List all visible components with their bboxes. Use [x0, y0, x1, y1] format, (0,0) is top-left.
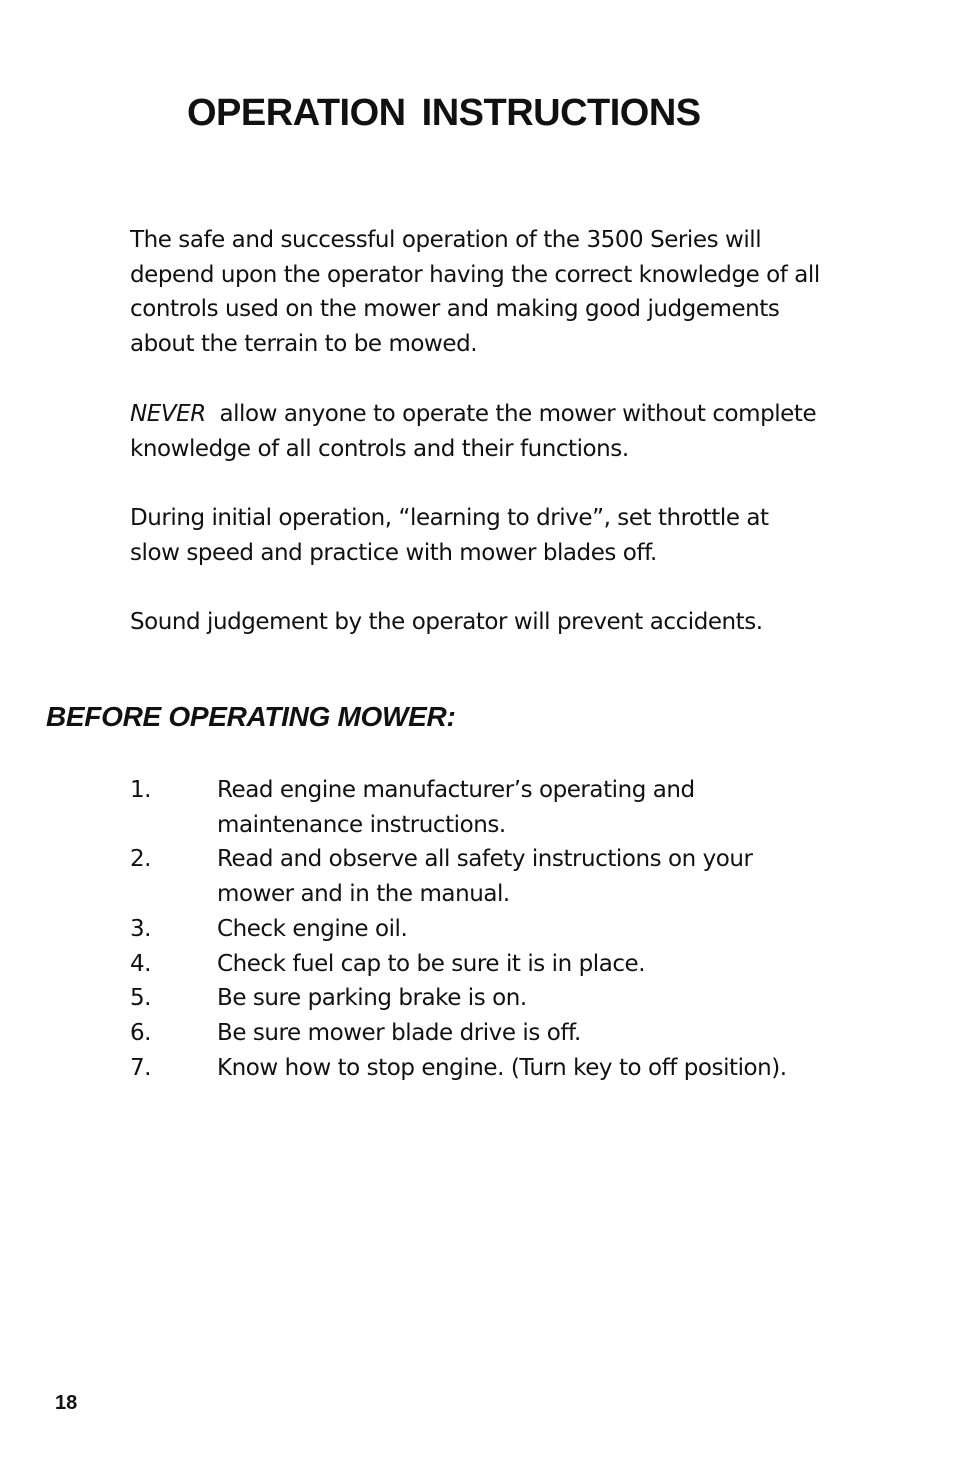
- before-operating-steps-list: [130, 773, 850, 1085]
- step-number: 7.: [130, 1054, 152, 1081]
- intro-paragraph-never: [130, 397, 824, 466]
- list-item: [130, 773, 850, 842]
- step-text: Read engine manufacturer’s operating and maintenance instructions.: [217, 777, 695, 838]
- step-number: 4.: [130, 950, 152, 977]
- step-number: 6.: [130, 1019, 152, 1046]
- step-text: Check fuel cap to be sure it is in place.: [217, 950, 646, 977]
- step-number: 2.: [130, 846, 152, 873]
- list-item: [130, 1051, 850, 1086]
- section-heading-before-operating: BEFORE OPERATING MOWER:: [46, 701, 456, 732]
- step-text: Check engine oil.: [217, 915, 408, 942]
- step-number: 5.: [130, 985, 152, 1012]
- step-number: 3.: [130, 915, 152, 942]
- intro-paragraph-operation: The safe and successful operation of the 3500 Series will depend upon the operator having the correct knowledge of all controls used on the mower and making good judgements about the terrain to be mowed.: [130, 227, 820, 358]
- intro-paragraph-judgement: Sound judgement by the operator will prevent accidents.: [130, 609, 763, 635]
- never-paragraph-rest: allow anyone to operate the mower without complete knowledge of all controls and their functions.: [130, 401, 824, 462]
- list-item: [130, 1016, 850, 1051]
- step-text: Read and observe all safety instructions on your mower and in the manual.: [217, 846, 753, 908]
- step-number: 1.: [130, 777, 152, 803]
- list-item: [130, 981, 850, 1016]
- list-item: [130, 912, 850, 947]
- list-item: [130, 842, 850, 911]
- intro-paragraph-learning: During initial operation, “learning to drive”, set throttle at slow speed and practice with mower blades off.: [130, 505, 769, 566]
- step-text: Know how to stop engine. (Turn key to off position).: [217, 1054, 787, 1081]
- page-number: 18: [55, 1392, 78, 1414]
- page-title: OPERATION INSTRUCTIONS: [187, 92, 701, 134]
- never-emphasis: NEVER: [130, 401, 206, 427]
- step-text: Be sure mower blade drive is off.: [217, 1019, 581, 1046]
- step-text: Be sure parking brake is on.: [217, 985, 527, 1012]
- list-item: [130, 947, 850, 982]
